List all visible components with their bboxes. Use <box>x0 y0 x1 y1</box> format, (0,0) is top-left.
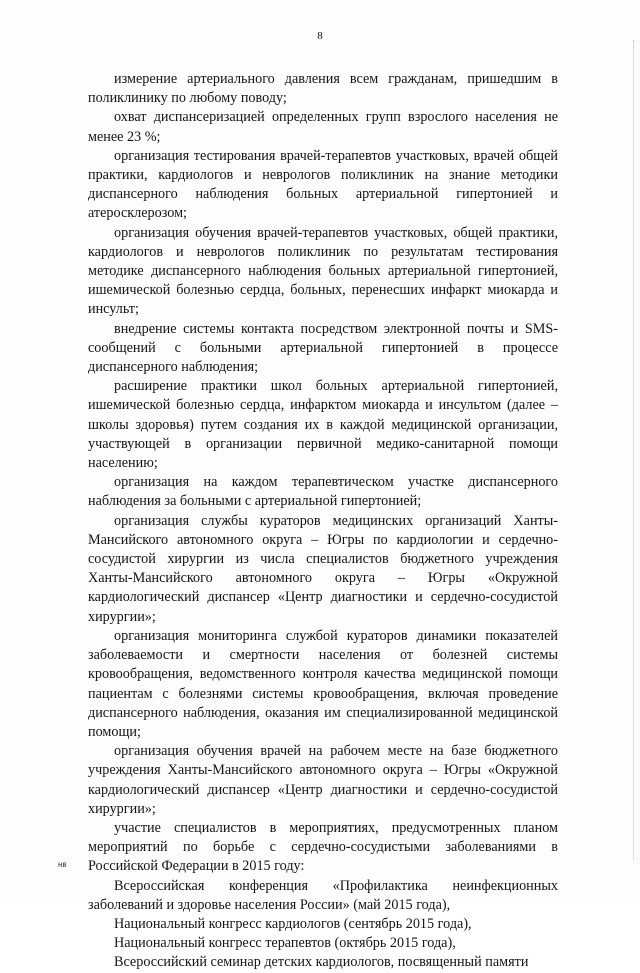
paragraph: организация службы кураторов медицинских организаций Ханты-Мансийского автономного округа – Югры по кардиологии и сердечно-сосудистой хирургии из числа специалистов бюджетного учреждения Ханты-Мансийского автономного округа – Югры «Окружной кардиологический диспансер «Центр диагностики и сердечно-сосудистой хирургии»; <box>88 512 558 625</box>
paragraph: Национальный конгресс терапевтов (октябрь 2015 года), <box>114 935 456 952</box>
paragraph: Всероссийский семинар детских кардиологов, посвященный памяти <box>114 954 529 971</box>
paragraph: организация обучения врачей на рабочем месте на базе бюджетного учреждения Ханты-Мансийского автономного округа – Югры «Окружной кардиологический диспансер «Центр диагностики и сердечно-сосудистой хирургии»; <box>88 743 558 817</box>
paragraph: измерение артериального давления всем гражданам, пришедшим в поликлинику по любому поводу; <box>88 71 558 107</box>
paragraph: охват диспансеризацией определенных групп взрослого населения не менее 23 %; <box>88 109 558 145</box>
paragraph: организация на каждом терапевтическом участке диспансерного наблюдения за больными с артериальной гипертонией; <box>88 474 558 510</box>
footer-mark: нв <box>58 860 67 869</box>
document-body <box>88 70 558 973</box>
paragraph: расширение практики школ больных артериальной гипертонией, ишемической болезнью сердца, инфарктом миокарда и инсультом (далее – школы здоровья) путем создания их в каждой медицинской организации, участвующей в организации первичной медико-санитарной помощи населению; <box>88 378 558 472</box>
paragraph: внедрение системы контакта посредством электронной почты и SMS-сообщений с больными артериальной гипертонией в процессе диспансерного наблюдения; <box>88 320 558 376</box>
scan-edge-divider <box>632 40 634 860</box>
paragraph: организация тестирования врачей-терапевтов участковых, врачей общей практики, кардиологов и неврологов поликлиник на знание методики диспансерного наблюдения больных артериальной гипертонией и атеросклерозом; <box>88 147 558 222</box>
page-number: 8 <box>317 30 323 42</box>
paragraph: Национальный конгресс кардиологов (сентябрь 2015 года), <box>114 915 472 932</box>
paragraph: участие специалистов в мероприятиях, предусмотренных планом мероприятий по борьбе с сердечно-сосудистыми заболеваниями в Российской Федерации в 2015 году: <box>88 819 558 875</box>
paragraph: организация мониторинга службой кураторов динамики показателей заболеваемости и смертности населения от болезней системы кровообращения, ведомственного контроля качества медицинской помощи пациентам с болезнями системы кровообращения, включая проведение диспансерного наблюдения, оказания им специализированной медицинской помощи; <box>88 627 558 740</box>
paragraph: организация обучения врачей-терапевтов участковых, общей практики, кардиологов и неврологов поликлиник по результатам тестирования методике диспансерного наблюдения больных артериальной гипертонией, ишемической болезнью сердца, больных, перенесших инфаркт миокарда и инсульт; <box>88 224 558 318</box>
paragraph: Всероссийская конференция «Профилактика неинфекционных заболеваний и здоровье населения России» (май 2015 года), <box>88 877 558 913</box>
